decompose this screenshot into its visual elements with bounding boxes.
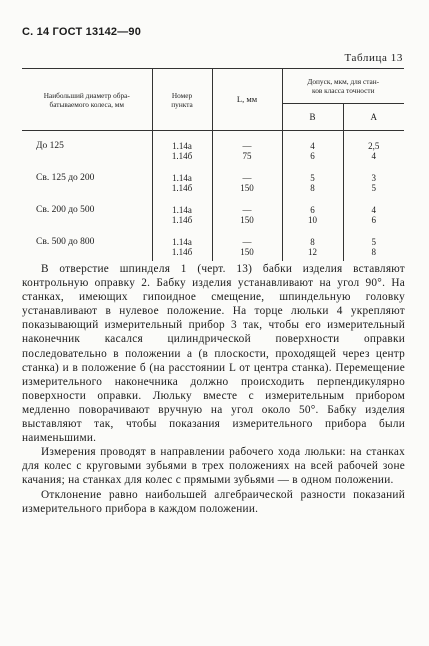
L-cell: 150 — [212, 183, 282, 193]
table-row — [22, 161, 404, 183]
L-cell: 75 — [212, 151, 282, 161]
A-cell: 4 — [343, 151, 404, 161]
A-cell: 5 — [343, 225, 404, 247]
item-cell: 1.14а — [152, 225, 212, 247]
B-cell: 4 — [282, 131, 343, 152]
item-cell: 1.14б — [152, 151, 212, 161]
table-row — [22, 151, 404, 161]
A-cell: 8 — [343, 247, 404, 261]
A-cell: 5 — [343, 183, 404, 193]
A-cell: 3 — [343, 161, 404, 183]
header-diameter: Наибольший диаметр обра- батываемого колеса, мм — [22, 69, 152, 131]
B-cell: 8 — [282, 183, 343, 193]
table-row — [22, 247, 404, 261]
table-row — [22, 225, 404, 247]
paragraph-deviation: Отклонение равно наибольшей алгебраической разности показаний измерительного прибора в каждом положении. — [22, 488, 405, 515]
B-cell: 5 — [282, 161, 343, 183]
row-label: Св. 500 до 800 — [36, 237, 95, 247]
item-cell: 1.14а — [152, 193, 212, 215]
L-cell: 150 — [212, 215, 282, 225]
table-row — [22, 183, 404, 193]
B-cell: 10 — [282, 215, 343, 225]
paragraph-measurements: Измерения проводят в направлении рабочего хода люльки: на станках для колес с круговыми зубьями в трех положениях на всей рабочей зоне качания; на станках для колес с прямыми зубьями — в одном положении. — [22, 446, 405, 487]
header-item-number: Номер пункта — [152, 69, 212, 131]
table-row — [22, 215, 404, 225]
item-cell: 1.14б — [152, 183, 212, 193]
paragraph-setup: В отверстие шпинделя 1 (черт. 13) бабки изделия вставляют контрольную оправку 2. Бабку изделия устанавливают на угол 90°. На станках, имеющих гипоидное смещение, шпиндельную головку устанавливают в нулевое положение. На торце люльки 4 укрепляют показывающий измерительный прибор 3 так, чтобы его измерительный наконечник касался цилиндрической поверхности оправки последовательно в положении а (в плоскости, проходящей через центр станка) и в положение б (на расстоянии L от центра станка). Перемещение измерительного наконечника должно происходить перпендикулярно поверхности оправки. Люльку вместе с измерительным прибором медленно поворачивают вручную на угол около 50°. Бабку изделия выставляют так, чтобы показания измерительного прибора были наименьшими. — [22, 263, 405, 445]
B-cell: 12 — [282, 247, 343, 261]
row-label: Св. 200 до 500 — [36, 205, 95, 215]
B-cell: 6 — [282, 151, 343, 161]
B-cell: 8 — [282, 225, 343, 247]
item-cell: 1.14а — [152, 161, 212, 183]
L-cell: 150 — [212, 247, 282, 261]
L-cell: — — [212, 161, 282, 183]
L-cell: — — [212, 131, 282, 152]
A-cell: 2,5 — [343, 131, 404, 152]
L-cell: — — [212, 225, 282, 247]
table-row — [22, 193, 404, 215]
tolerance-table — [22, 68, 404, 261]
item-cell: 1.14а — [152, 131, 212, 152]
page-header: С. 14 ГОСТ 13142—90 — [22, 26, 142, 38]
table-caption: Таблица 13 — [344, 52, 403, 64]
body-text — [22, 262, 405, 516]
header-class-A: А — [343, 104, 404, 131]
header-tolerance: Допуск, мкм, для стан- ков класса точности — [282, 69, 404, 104]
A-cell: 4 — [343, 193, 404, 215]
L-cell: — — [212, 193, 282, 215]
header-class-B: В — [282, 104, 343, 131]
header-L: L, мм — [212, 69, 282, 131]
row-label: Св. 125 до 200 — [36, 173, 95, 183]
item-cell: 1.14б — [152, 215, 212, 225]
B-cell: 6 — [282, 193, 343, 215]
row-label: До 125 — [36, 141, 64, 151]
A-cell: 6 — [343, 215, 404, 225]
item-cell: 1.14б — [152, 247, 212, 261]
table-row — [22, 131, 404, 152]
